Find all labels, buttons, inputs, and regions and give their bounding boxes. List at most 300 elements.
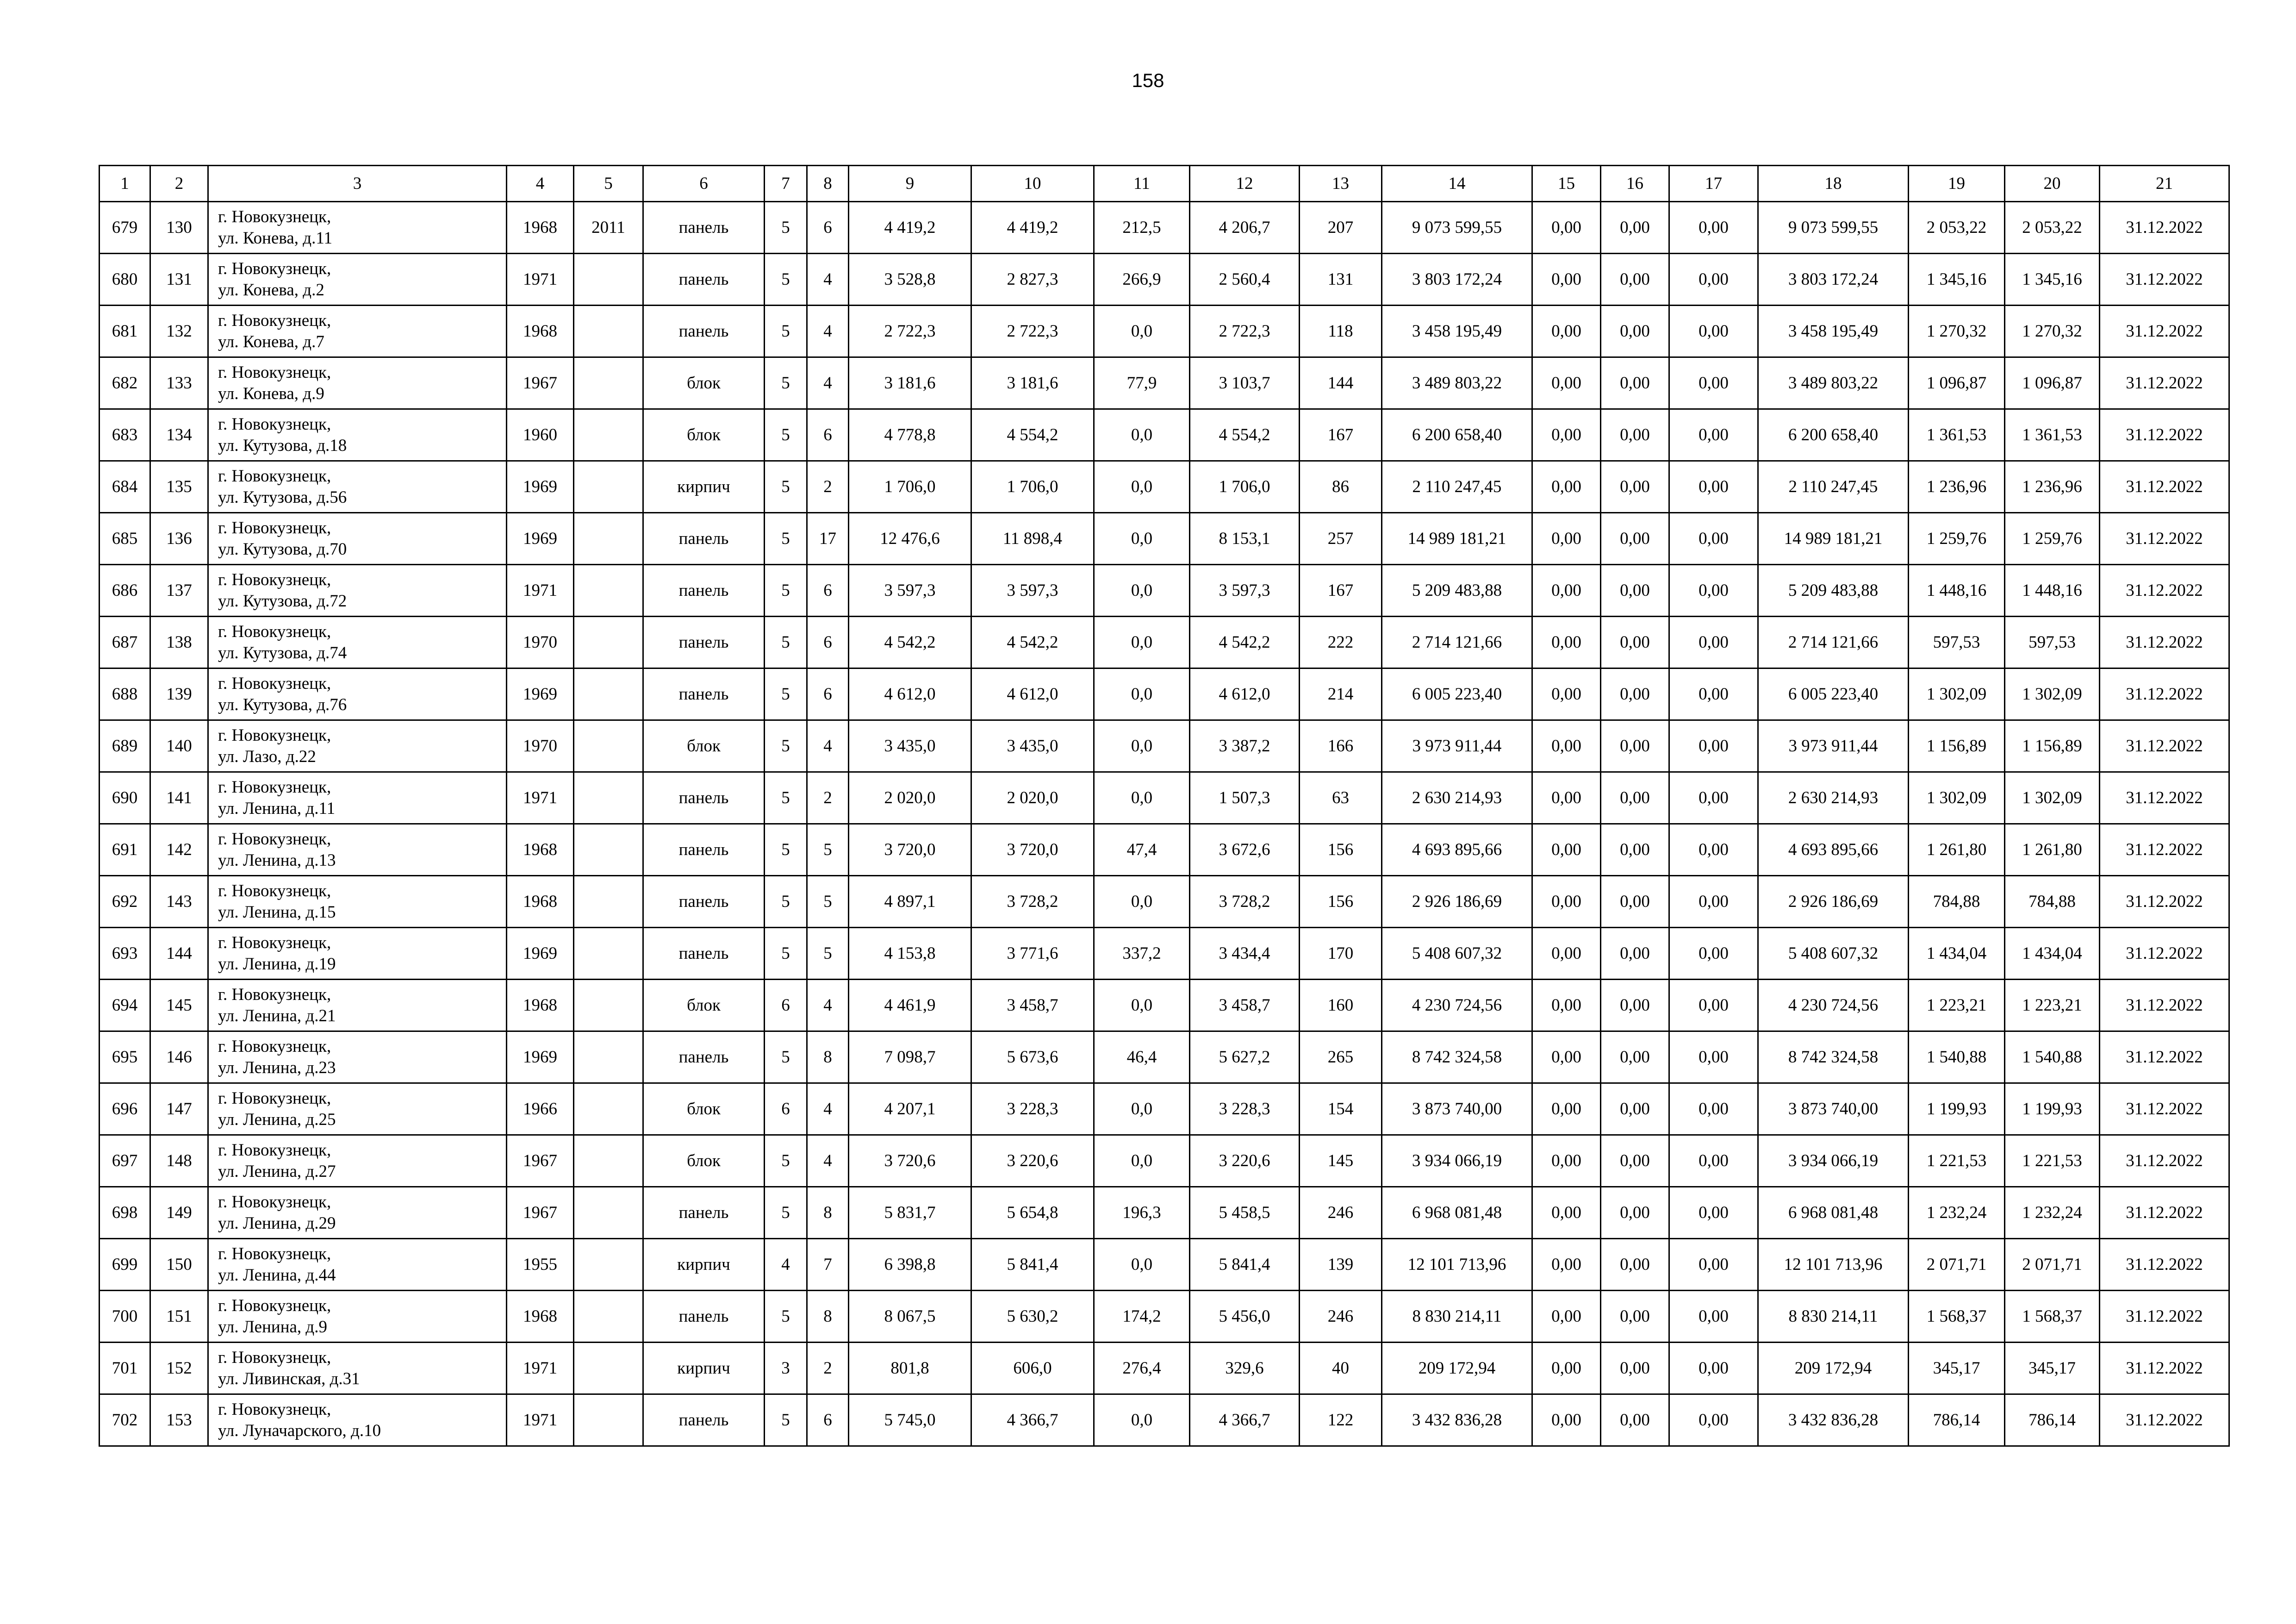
- cell-address: [208, 254, 507, 306]
- cell-entrances: 2: [807, 1343, 849, 1394]
- cell-cost-owners: 9 073 599,55: [1758, 202, 1909, 254]
- cell-year-built: 1967: [507, 357, 574, 409]
- cell-total-cost: 2 630 214,93: [1382, 772, 1532, 824]
- cell-sub-index: 145: [150, 980, 208, 1031]
- cell-owned-area: 3 672,6: [1190, 824, 1300, 876]
- cell-residents: 139: [1300, 1239, 1382, 1291]
- cell-residents: 167: [1300, 409, 1382, 461]
- address-line: г. Новокузнецк,: [218, 1192, 331, 1212]
- cell-unit-cost: 345,17: [1909, 1343, 2005, 1394]
- cell-unit-cost: 1 232,24: [1909, 1187, 2005, 1239]
- cell-total-cost: 4 230 724,56: [1382, 980, 1532, 1031]
- cell-total-area: 4 207,1: [849, 1083, 971, 1135]
- cell-residents: 160: [1300, 980, 1382, 1031]
- cell-year-renovated: [574, 306, 643, 357]
- cell-living-area: 4 612,0: [971, 668, 1094, 720]
- cell-wall-material: панель: [643, 772, 765, 824]
- cell-floors: 5: [765, 409, 807, 461]
- address-line: г. Новокузнецк,: [218, 518, 331, 537]
- cell-unit-cost: 1 223,21: [1909, 980, 2005, 1031]
- cell-nonresidential-area: 196,3: [1094, 1187, 1190, 1239]
- cell-year-renovated: [574, 1031, 643, 1083]
- cell-cost-fund-federal: 0,00: [1532, 254, 1601, 306]
- cell-address: [208, 1394, 507, 1446]
- cell-deadline: 31.12.2022: [2100, 1394, 2229, 1446]
- cell-year-built: 1969: [507, 668, 574, 720]
- cell-owned-area: 5 458,5: [1190, 1187, 1300, 1239]
- column-header: 15: [1532, 166, 1601, 202]
- cell-max-unit-cost: 1 259,76: [2005, 513, 2100, 565]
- cell-unit-cost: 1 199,93: [1909, 1083, 2005, 1135]
- table-row: [100, 1187, 2229, 1239]
- cell-deadline: 31.12.2022: [2100, 876, 2229, 928]
- column-header: 20: [2005, 166, 2100, 202]
- cell-row-index: 683: [100, 409, 150, 461]
- column-header: 5: [574, 166, 643, 202]
- cell-address: [208, 306, 507, 357]
- cell-total-area: 5 745,0: [849, 1394, 971, 1446]
- address-line: г. Новокузнецк,: [218, 1399, 331, 1419]
- table-row: [100, 1394, 2229, 1446]
- cell-sub-index: 146: [150, 1031, 208, 1083]
- cell-owned-area: 2 722,3: [1190, 306, 1300, 357]
- cell-cost-fund-federal: 0,00: [1532, 668, 1601, 720]
- cell-cost-fund-local: 0,00: [1669, 824, 1758, 876]
- cell-total-cost: 3 458 195,49: [1382, 306, 1532, 357]
- cell-residents: 118: [1300, 306, 1382, 357]
- cell-sub-index: 151: [150, 1291, 208, 1343]
- cell-cost-fund-regional: 0,00: [1601, 409, 1669, 461]
- table-row: [100, 254, 2229, 306]
- cell-year-built: 1969: [507, 461, 574, 513]
- cell-total-area: 2 020,0: [849, 772, 971, 824]
- cell-living-area: 1 706,0: [971, 461, 1094, 513]
- cell-year-renovated: [574, 876, 643, 928]
- cell-sub-index: 150: [150, 1239, 208, 1291]
- cell-owned-area: 1 507,3: [1190, 772, 1300, 824]
- cell-row-index: 682: [100, 357, 150, 409]
- cell-owned-area: 3 228,3: [1190, 1083, 1300, 1135]
- cell-owned-area: 4 554,2: [1190, 409, 1300, 461]
- cell-entrances: 2: [807, 461, 849, 513]
- cell-living-area: 5 673,6: [971, 1031, 1094, 1083]
- column-header: 10: [971, 166, 1094, 202]
- cell-total-area: 2 722,3: [849, 306, 971, 357]
- cell-cost-fund-regional: 0,00: [1601, 720, 1669, 772]
- cell-row-index: 689: [100, 720, 150, 772]
- cell-cost-owners: 3 873 740,00: [1758, 1083, 1909, 1135]
- table-row: [100, 565, 2229, 617]
- cell-cost-fund-regional: 0,00: [1601, 1239, 1669, 1291]
- cell-deadline: 31.12.2022: [2100, 306, 2229, 357]
- cell-year-renovated: [574, 1239, 643, 1291]
- cell-total-area: 3 181,6: [849, 357, 971, 409]
- cell-wall-material: блок: [643, 1083, 765, 1135]
- address-line: г. Новокузнецк,: [218, 1348, 331, 1367]
- cell-address: [208, 720, 507, 772]
- cell-cost-fund-federal: 0,00: [1532, 1239, 1601, 1291]
- cell-total-cost: 3 973 911,44: [1382, 720, 1532, 772]
- cell-total-area: 4 461,9: [849, 980, 971, 1031]
- cell-entrances: 5: [807, 876, 849, 928]
- cell-unit-cost: 1 261,80: [1909, 824, 2005, 876]
- cell-nonresidential-area: 337,2: [1094, 928, 1190, 980]
- cell-cost-fund-regional: 0,00: [1601, 1394, 1669, 1446]
- cell-living-area: 3 458,7: [971, 980, 1094, 1031]
- address-line: ул. Конева, д.2: [218, 280, 324, 300]
- cell-cost-fund-federal: 0,00: [1532, 617, 1601, 668]
- cell-year-built: 1968: [507, 202, 574, 254]
- cell-cost-fund-local: 0,00: [1669, 1083, 1758, 1135]
- cell-unit-cost: 1 448,16: [1909, 565, 2005, 617]
- table-row: [100, 928, 2229, 980]
- cell-unit-cost: 1 156,89: [1909, 720, 2005, 772]
- cell-owned-area: 5 456,0: [1190, 1291, 1300, 1343]
- cell-floors: 6: [765, 980, 807, 1031]
- cell-owned-area: 8 153,1: [1190, 513, 1300, 565]
- cell-total-cost: 5 408 607,32: [1382, 928, 1532, 980]
- cell-owned-area: 2 560,4: [1190, 254, 1300, 306]
- cell-cost-fund-federal: 0,00: [1532, 1187, 1601, 1239]
- cell-owned-area: 3 728,2: [1190, 876, 1300, 928]
- cell-residents: 86: [1300, 461, 1382, 513]
- table-row: [100, 824, 2229, 876]
- cell-year-built: 1968: [507, 876, 574, 928]
- cell-cost-fund-local: 0,00: [1669, 980, 1758, 1031]
- address-line: г. Новокузнецк,: [218, 311, 331, 330]
- column-header: 8: [807, 166, 849, 202]
- cell-residents: 154: [1300, 1083, 1382, 1135]
- column-header: 9: [849, 166, 971, 202]
- cell-living-area: 3 220,6: [971, 1135, 1094, 1187]
- cell-address: [208, 357, 507, 409]
- column-header: 12: [1190, 166, 1300, 202]
- cell-year-built: 1955: [507, 1239, 574, 1291]
- cell-total-area: 3 720,0: [849, 824, 971, 876]
- cell-cost-fund-local: 0,00: [1669, 357, 1758, 409]
- cell-total-cost: 6 200 658,40: [1382, 409, 1532, 461]
- cell-total-cost: 5 209 483,88: [1382, 565, 1532, 617]
- table-row: [100, 513, 2229, 565]
- cell-wall-material: кирпич: [643, 1343, 765, 1394]
- cell-residents: 207: [1300, 202, 1382, 254]
- cell-floors: 5: [765, 824, 807, 876]
- column-header: 16: [1601, 166, 1669, 202]
- cell-residents: 257: [1300, 513, 1382, 565]
- cell-year-built: 1968: [507, 824, 574, 876]
- cell-year-renovated: [574, 1343, 643, 1394]
- cell-owned-area: 4 206,7: [1190, 202, 1300, 254]
- cell-residents: 166: [1300, 720, 1382, 772]
- cell-cost-fund-local: 0,00: [1669, 772, 1758, 824]
- cell-year-renovated: [574, 565, 643, 617]
- cell-address: [208, 461, 507, 513]
- cell-entrances: 8: [807, 1187, 849, 1239]
- cell-unit-cost: 2 053,22: [1909, 202, 2005, 254]
- cell-cost-fund-local: 0,00: [1669, 513, 1758, 565]
- column-header: 7: [765, 166, 807, 202]
- cell-total-cost: 3 432 836,28: [1382, 1394, 1532, 1446]
- cell-owned-area: 1 706,0: [1190, 461, 1300, 513]
- cell-total-cost: 9 073 599,55: [1382, 202, 1532, 254]
- cell-sub-index: 143: [150, 876, 208, 928]
- address-line: ул. Ленина, д.23: [218, 1058, 336, 1077]
- cell-entrances: 17: [807, 513, 849, 565]
- cell-deadline: 31.12.2022: [2100, 1291, 2229, 1343]
- cell-cost-owners: 6 968 081,48: [1758, 1187, 1909, 1239]
- cell-total-area: 5 831,7: [849, 1187, 971, 1239]
- cell-total-cost: 3 873 740,00: [1382, 1083, 1532, 1135]
- cell-nonresidential-area: 0,0: [1094, 513, 1190, 565]
- cell-total-area: 4 897,1: [849, 876, 971, 928]
- cell-residents: 145: [1300, 1135, 1382, 1187]
- table-row: [100, 306, 2229, 357]
- cell-owned-area: 5 627,2: [1190, 1031, 1300, 1083]
- cell-max-unit-cost: 1 232,24: [2005, 1187, 2100, 1239]
- address-line: ул. Кутузова, д.56: [218, 487, 347, 507]
- cell-entrances: 4: [807, 254, 849, 306]
- cell-address: [208, 1031, 507, 1083]
- cell-living-area: 4 554,2: [971, 409, 1094, 461]
- cell-nonresidential-area: 0,0: [1094, 461, 1190, 513]
- column-header: 3: [208, 166, 507, 202]
- cell-wall-material: блок: [643, 720, 765, 772]
- cell-nonresidential-area: 0,0: [1094, 720, 1190, 772]
- cell-max-unit-cost: 1 236,96: [2005, 461, 2100, 513]
- cell-living-area: 5 630,2: [971, 1291, 1094, 1343]
- cell-floors: 6: [765, 1083, 807, 1135]
- table-row: [100, 357, 2229, 409]
- cell-living-area: 4 419,2: [971, 202, 1094, 254]
- cell-deadline: 31.12.2022: [2100, 409, 2229, 461]
- cell-cost-fund-federal: 0,00: [1532, 720, 1601, 772]
- address-line: г. Новокузнецк,: [218, 414, 331, 434]
- cell-residents: 170: [1300, 928, 1382, 980]
- cell-entrances: 6: [807, 565, 849, 617]
- cell-max-unit-cost: 1 448,16: [2005, 565, 2100, 617]
- address-line: ул. Кутузова, д.70: [218, 539, 347, 559]
- cell-floors: 5: [765, 720, 807, 772]
- cell-cost-fund-local: 0,00: [1669, 565, 1758, 617]
- table-row: [100, 668, 2229, 720]
- cell-sub-index: 133: [150, 357, 208, 409]
- cell-owned-area: 4 612,0: [1190, 668, 1300, 720]
- cell-wall-material: панель: [643, 202, 765, 254]
- cell-cost-fund-regional: 0,00: [1601, 565, 1669, 617]
- cell-year-renovated: [574, 357, 643, 409]
- address-line: г. Новокузнецк,: [218, 207, 331, 226]
- cell-unit-cost: 1 236,96: [1909, 461, 2005, 513]
- cell-max-unit-cost: 1 221,53: [2005, 1135, 2100, 1187]
- cell-living-area: 3 228,3: [971, 1083, 1094, 1135]
- cell-year-renovated: [574, 254, 643, 306]
- cell-total-cost: 6 005 223,40: [1382, 668, 1532, 720]
- cell-cost-fund-local: 0,00: [1669, 1135, 1758, 1187]
- cell-living-area: 4 542,2: [971, 617, 1094, 668]
- cell-address: [208, 928, 507, 980]
- cell-cost-fund-local: 0,00: [1669, 1031, 1758, 1083]
- address-line: ул. Конева, д.7: [218, 332, 324, 351]
- cell-address: [208, 1239, 507, 1291]
- cell-year-built: 1970: [507, 720, 574, 772]
- cell-sub-index: 144: [150, 928, 208, 980]
- cell-living-area: 3 597,3: [971, 565, 1094, 617]
- address-line: ул. Конева, д.9: [218, 384, 324, 403]
- cell-residents: 63: [1300, 772, 1382, 824]
- cell-floors: 5: [765, 617, 807, 668]
- cell-row-index: 685: [100, 513, 150, 565]
- cell-cost-fund-federal: 0,00: [1532, 1083, 1601, 1135]
- cell-sub-index: 136: [150, 513, 208, 565]
- cell-sub-index: 131: [150, 254, 208, 306]
- cell-wall-material: блок: [643, 357, 765, 409]
- cell-cost-fund-federal: 0,00: [1532, 1394, 1601, 1446]
- table-row: [100, 1031, 2229, 1083]
- cell-owned-area: 5 841,4: [1190, 1239, 1300, 1291]
- cell-nonresidential-area: 0,0: [1094, 772, 1190, 824]
- cell-cost-fund-regional: 0,00: [1601, 357, 1669, 409]
- cell-address: [208, 1083, 507, 1135]
- cell-cost-owners: 2 714 121,66: [1758, 617, 1909, 668]
- cell-row-index: 695: [100, 1031, 150, 1083]
- cell-sub-index: 138: [150, 617, 208, 668]
- address-line: ул. Ленина, д.29: [218, 1213, 336, 1233]
- cell-wall-material: блок: [643, 409, 765, 461]
- cell-cost-fund-local: 0,00: [1669, 409, 1758, 461]
- cell-nonresidential-area: 46,4: [1094, 1031, 1190, 1083]
- cell-entrances: 2: [807, 772, 849, 824]
- cell-nonresidential-area: 174,2: [1094, 1291, 1190, 1343]
- cell-year-built: 1960: [507, 409, 574, 461]
- cell-year-built: 1971: [507, 565, 574, 617]
- cell-total-cost: 3 803 172,24: [1382, 254, 1532, 306]
- cell-max-unit-cost: 786,14: [2005, 1394, 2100, 1446]
- address-line: г. Новокузнецк,: [218, 362, 331, 382]
- cell-cost-fund-federal: 0,00: [1532, 409, 1601, 461]
- cell-unit-cost: 1 302,09: [1909, 668, 2005, 720]
- cell-entrances: 6: [807, 668, 849, 720]
- address-line: г. Новокузнецк,: [218, 1037, 331, 1056]
- cell-address: [208, 202, 507, 254]
- cell-cost-fund-federal: 0,00: [1532, 876, 1601, 928]
- cell-cost-fund-federal: 0,00: [1532, 513, 1601, 565]
- cell-max-unit-cost: 2 071,71: [2005, 1239, 2100, 1291]
- cell-max-unit-cost: 784,88: [2005, 876, 2100, 928]
- address-line: г. Новокузнецк,: [218, 881, 331, 900]
- cell-sub-index: 134: [150, 409, 208, 461]
- cell-cost-fund-regional: 0,00: [1601, 254, 1669, 306]
- cell-wall-material: панель: [643, 1394, 765, 1446]
- address-line: г. Новокузнецк,: [218, 466, 331, 486]
- cell-year-built: 1971: [507, 1394, 574, 1446]
- cell-residents: 246: [1300, 1291, 1382, 1343]
- cell-max-unit-cost: 1 302,09: [2005, 668, 2100, 720]
- cell-unit-cost: 1 270,32: [1909, 306, 2005, 357]
- cell-year-built: 1966: [507, 1083, 574, 1135]
- cell-wall-material: блок: [643, 980, 765, 1031]
- cell-total-area: 3 528,8: [849, 254, 971, 306]
- cell-address: [208, 1291, 507, 1343]
- cell-residents: 156: [1300, 824, 1382, 876]
- cell-entrances: 4: [807, 1135, 849, 1187]
- cell-row-index: 679: [100, 202, 150, 254]
- cell-wall-material: панель: [643, 1187, 765, 1239]
- cell-cost-fund-federal: 0,00: [1532, 980, 1601, 1031]
- cell-row-index: 680: [100, 254, 150, 306]
- cell-owned-area: 3 458,7: [1190, 980, 1300, 1031]
- cell-floors: 3: [765, 1343, 807, 1394]
- cell-cost-fund-regional: 0,00: [1601, 980, 1669, 1031]
- cell-cost-fund-local: 0,00: [1669, 461, 1758, 513]
- cell-address: [208, 876, 507, 928]
- cell-total-cost: 4 693 895,66: [1382, 824, 1532, 876]
- cell-cost-fund-federal: 0,00: [1532, 565, 1601, 617]
- address-line: г. Новокузнецк,: [218, 1088, 331, 1108]
- cell-max-unit-cost: 1 434,04: [2005, 928, 2100, 980]
- table-row: [100, 876, 2229, 928]
- cell-cost-fund-local: 0,00: [1669, 1343, 1758, 1394]
- cell-total-cost: 8 830 214,11: [1382, 1291, 1532, 1343]
- cell-entrances: 5: [807, 928, 849, 980]
- cell-nonresidential-area: 0,0: [1094, 668, 1190, 720]
- address-line: ул. Луначарского, д.10: [218, 1421, 381, 1440]
- cell-cost-owners: 8 742 324,58: [1758, 1031, 1909, 1083]
- cell-cost-owners: 2 630 214,93: [1758, 772, 1909, 824]
- cell-residents: 144: [1300, 357, 1382, 409]
- cell-residents: 156: [1300, 876, 1382, 928]
- cell-year-built: 1967: [507, 1187, 574, 1239]
- cell-max-unit-cost: 1 568,37: [2005, 1291, 2100, 1343]
- cell-residents: 246: [1300, 1187, 1382, 1239]
- cell-year-renovated: [574, 824, 643, 876]
- cell-cost-owners: 3 432 836,28: [1758, 1394, 1909, 1446]
- cell-floors: 5: [765, 202, 807, 254]
- cell-max-unit-cost: 1 261,80: [2005, 824, 2100, 876]
- cell-year-renovated: [574, 1135, 643, 1187]
- cell-total-area: 6 398,8: [849, 1239, 971, 1291]
- cell-cost-fund-local: 0,00: [1669, 1291, 1758, 1343]
- cell-floors: 5: [765, 306, 807, 357]
- cell-year-renovated: [574, 513, 643, 565]
- column-header: 11: [1094, 166, 1190, 202]
- cell-entrances: 4: [807, 1083, 849, 1135]
- cell-sub-index: 130: [150, 202, 208, 254]
- cell-address: [208, 980, 507, 1031]
- cell-row-index: 694: [100, 980, 150, 1031]
- address-line: ул. Ленина, д.15: [218, 902, 336, 922]
- cell-cost-owners: 4 693 895,66: [1758, 824, 1909, 876]
- cell-year-built: 1971: [507, 1343, 574, 1394]
- cell-cost-fund-regional: 0,00: [1601, 1135, 1669, 1187]
- cell-nonresidential-area: 0,0: [1094, 306, 1190, 357]
- cell-cost-fund-local: 0,00: [1669, 928, 1758, 980]
- cell-year-built: 1970: [507, 617, 574, 668]
- cell-cost-fund-local: 0,00: [1669, 668, 1758, 720]
- cell-deadline: 31.12.2022: [2100, 357, 2229, 409]
- cell-floors: 5: [765, 1187, 807, 1239]
- cell-year-built: 1967: [507, 1135, 574, 1187]
- cell-entrances: 4: [807, 720, 849, 772]
- cell-row-index: 699: [100, 1239, 150, 1291]
- cell-nonresidential-area: 0,0: [1094, 980, 1190, 1031]
- cell-residents: 40: [1300, 1343, 1382, 1394]
- address-line: ул. Ленина, д.9: [218, 1317, 328, 1337]
- cell-owned-area: 3 597,3: [1190, 565, 1300, 617]
- table-row: [100, 1135, 2229, 1187]
- column-header: 14: [1382, 166, 1532, 202]
- cell-total-cost: 2 926 186,69: [1382, 876, 1532, 928]
- cell-cost-fund-federal: 0,00: [1532, 202, 1601, 254]
